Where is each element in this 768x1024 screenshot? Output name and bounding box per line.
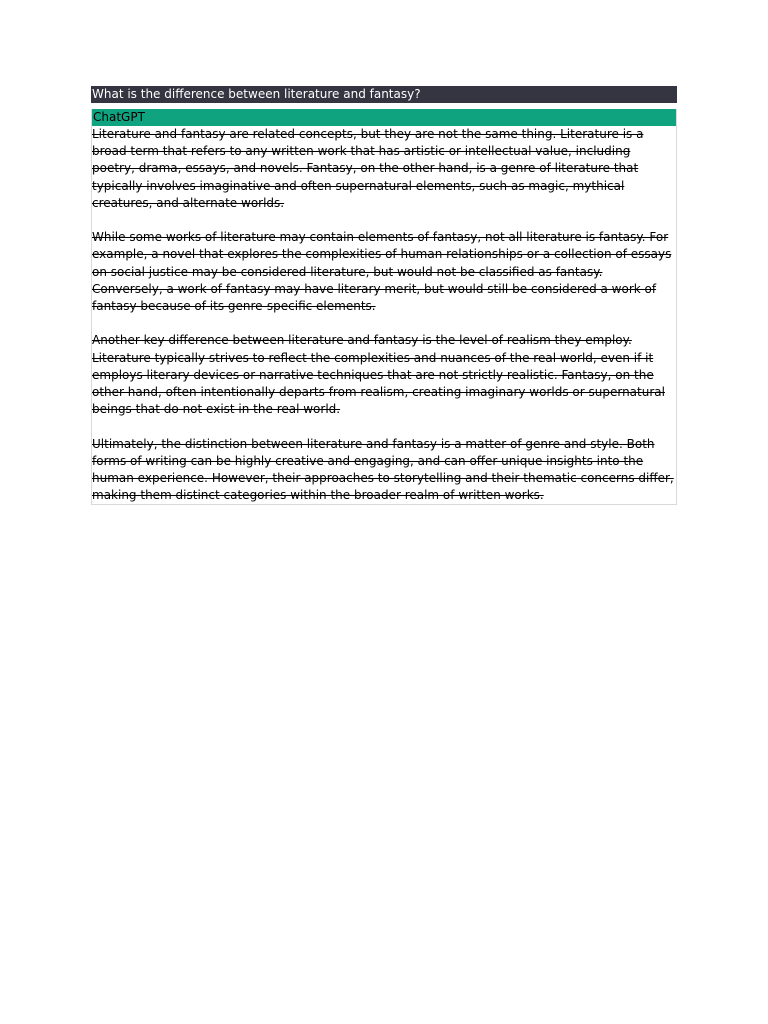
chat-transcript — [91, 86, 677, 505]
answer-paragraph: While some works of literature may contain elements of fantasy, not all literature is fantasy. For example, a novel that explores the complexities of human relationships or a collection of essays on social justice may be considered literature, but would not be classified as fantasy. Conversely, a work of fantasy may have literary merit, but would still be considered a work of fantasy because of its genre-specific elements. — [92, 230, 672, 314]
user-question: What is the difference between literature and fantasy? — [91, 86, 677, 103]
answer-body — [92, 126, 676, 504]
answer-paragraph: Another key difference between literature and fantasy is the level of realism they employ. Literature typically strives to reflect the complexities and nuances of the real world, even if it employs literary devices or narrative techniques that are not strictly realistic. Fantasy, on the other hand, often intentionally departs from realism, creating imaginary worlds or supernatural beings that do not exist in the real world. — [92, 333, 665, 417]
assistant-speaker-label: ChatGPT — [92, 109, 676, 126]
answer-paragraph: Literature and fantasy are related concepts, but they are not the same thing. Literature is a broad term that refers to any written work that has artistic or intellectual value, including poetry, drama, essays, and novels. Fantasy, on the other hand, is a genre of literature that typically involves imaginative and often supernatural elements, such as magic, mythical creatures, and alternate worlds. — [92, 127, 644, 210]
assistant-answer — [91, 109, 677, 505]
answer-paragraph: Ultimately, the distinction between literature and fantasy is a matter of genre and style. Both forms of writing can be highly creative and engaging, and can offer unique insights into the human experience. However, their approaches to storytelling and their thematic concerns differ, making them distinct categories within the broader realm of written works. — [92, 436, 674, 503]
